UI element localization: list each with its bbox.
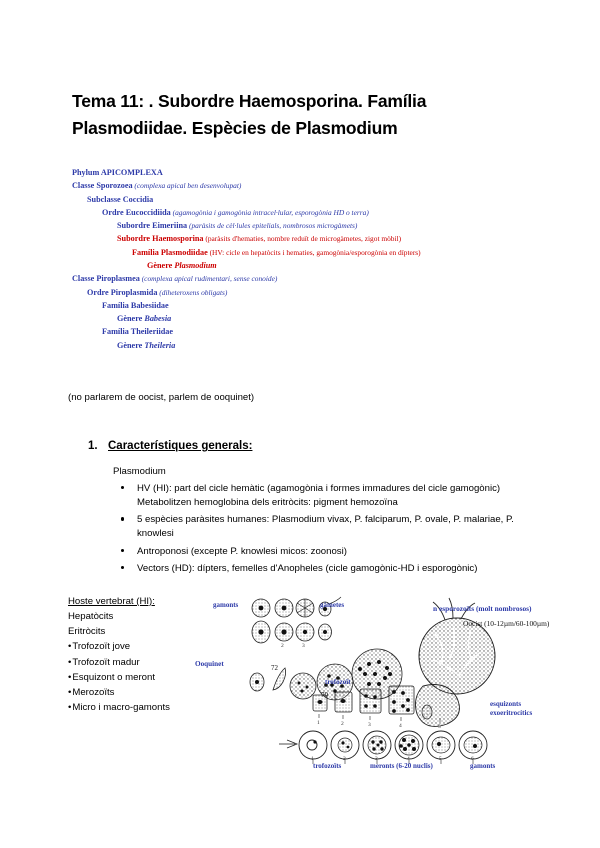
host-list-item-text: Trofozoït jove [72, 641, 131, 653]
list-item-text: HV (HI): part del cicle hemàtic (agamogònia i formes immadures del cicle gamogònic) Metabolitzen hemoglobina dels eritròcits: pigment hemozoïna [137, 483, 501, 508]
svg-text:2: 2 [341, 721, 344, 727]
oocyst-note: (no parlarem de oocist, parlem de ooquinet) [68, 392, 255, 403]
figure-number-70: 70 [321, 691, 328, 699]
svg-text:6: 6 [471, 756, 474, 762]
taxonomy-note: (HV: cicle en hepatòcits i hematies, gamogònia/esporogònia en dípters) [207, 247, 421, 257]
svg-text:1: 1 [311, 756, 314, 762]
svg-text:3: 3 [375, 756, 378, 762]
section-number: 1. [88, 440, 98, 452]
host-list-item-text: Merozoïts [72, 686, 115, 698]
svg-text:2: 2 [281, 643, 284, 649]
list-item [113, 513, 538, 541]
svg-text:2: 2 [343, 756, 346, 762]
host-block-title: Hoste vertebrat (HI): [68, 596, 155, 607]
taxonomy-rank: Família Babesiidae [102, 300, 169, 310]
taxonomy-line [72, 272, 542, 285]
figure-label-gamonts: gamonts [213, 601, 239, 609]
bullet-dot-icon: • [68, 702, 72, 714]
taxonomy-line [132, 246, 542, 259]
taxonomy-line [102, 299, 542, 312]
figure-label-esquizonts: esquizonts exoeritrocítics [490, 700, 533, 717]
taxonomy-note: (diheteroxens obligats) [157, 287, 228, 297]
section-subject: Plasmodium [113, 466, 166, 477]
taxonomy-genus: Theileria [142, 340, 176, 350]
taxonomy-rank: Gènere [117, 340, 143, 350]
section-heading [88, 440, 252, 452]
svg-text:5: 5 [438, 724, 441, 730]
figure-label-ooquinet: Ooquinet [195, 660, 224, 668]
taxonomy-line [147, 259, 542, 272]
bullet-dot-icon: • [68, 671, 72, 683]
taxonomy-line [87, 193, 542, 206]
life-cycle-figure [195, 590, 550, 820]
taxonomy-rank: Família Theileriidae [102, 327, 174, 337]
characteristics-list [113, 482, 538, 579]
figure-label-oocyst: Oocist (10-12µm/60-100µm) [463, 619, 550, 628]
taxonomy-rank: Família Plasmodiidae [132, 247, 208, 257]
figure-label-trofozoits: trofozoïts [313, 762, 342, 770]
taxonomy-note: (paràsits de cèl·lules epitelials, nombrosos microgàmets) [187, 221, 358, 231]
taxonomy-line [72, 166, 542, 179]
svg-text:3: 3 [302, 643, 305, 649]
list-item-text: 5 espècies paràsites humanes: Plasmodium vivax, P. falciparum, P. ovale, P. malariae, P. knowlesi [137, 514, 514, 540]
taxonomy-line [117, 219, 542, 232]
taxonomy-line [102, 325, 542, 338]
taxonomy-rank: Subclasse Coccidia [87, 194, 154, 204]
svg-text:5: 5 [439, 756, 442, 762]
taxonomy-genus: Babesia [142, 314, 172, 324]
bullet-dot-icon [121, 566, 124, 569]
taxonomy-rank: Phylum APICOMPLEXA [72, 168, 163, 177]
figure-label-sporozoites: n esporozoïts (molt nombrosos) [433, 604, 532, 613]
list-item [113, 562, 538, 576]
taxonomy-line [87, 286, 542, 299]
taxonomy-line [117, 339, 542, 352]
taxonomy-genus: Plasmodium [172, 260, 217, 270]
taxonomy-rank: Ordre Piroplasmida [87, 287, 158, 297]
host-list-item-text: Esquizont o meront [72, 671, 156, 683]
page-title: Tema 11: . Subordre Haemosporina. Família Plasmodiidae. Espècies de Plasmodium [72, 91, 427, 139]
taxonomy-line [72, 179, 542, 192]
taxonomy-rank: Classe Sporozoea [72, 181, 133, 191]
host-plain-item: Eritròcits [68, 626, 106, 638]
figure-label-gametes: gàmetes [320, 601, 345, 609]
figure-label-trofozoit: trofozoït [325, 678, 351, 686]
svg-text:3: 3 [368, 722, 371, 728]
taxonomy-note: (complexa apical ben desenvolupat) [132, 181, 242, 191]
svg-text:1: 1 [317, 720, 320, 726]
list-item-text: Antroponosi (excepte P. knowlesi micos: zoonosi) [137, 545, 347, 557]
taxonomy-rank: Subordre Haemosporina [117, 234, 204, 244]
host-list-item-text: Micro i macro-gamonts [72, 702, 170, 714]
svg-text:4: 4 [407, 756, 410, 762]
bullet-dot-icon: • [68, 686, 72, 698]
taxonomy-note: (paràsits d'hematies, nombre reduït de microgàmetes, zigot mòbil) [203, 234, 402, 244]
taxonomy-line [102, 206, 542, 219]
figure-label-meronts: meronts (6-20 nuclis) [370, 762, 433, 770]
list-item [113, 545, 538, 559]
section-title: Característiques generals: [108, 440, 253, 452]
list-item-text: Vectors (HD): dípters, femelles d'Anopheles (cicle gamogònic-HD i esporogònic) [137, 563, 478, 575]
taxonomy-line [117, 232, 542, 245]
svg-text:4: 4 [399, 723, 402, 729]
taxonomy-rank: Gènere [117, 314, 143, 324]
bullet-dot-icon: • [68, 656, 72, 668]
bullet-dot-icon [121, 517, 124, 520]
taxonomy-rank: Subordre Eimeriina [117, 221, 188, 231]
taxonomy-line [117, 312, 542, 325]
bullet-dot-icon: • [68, 641, 72, 653]
bullet-dot-icon [121, 486, 124, 489]
taxonomy-rank: Classe Piroplasmea [72, 274, 140, 284]
host-list-item-text: Trofozoït madur [72, 656, 140, 668]
taxonomy-block [72, 166, 542, 352]
host-plain-item: Hepatòcits [68, 611, 114, 623]
figure-number-72: 72 [271, 664, 278, 672]
list-item [113, 482, 538, 510]
taxonomy-note: (complexa apical rudimentari, sense conoide) [139, 274, 278, 284]
taxonomy-note: (agamogònia i gamogònia intracel·lular, esporogònia HD o terra) [170, 207, 369, 217]
taxonomy-rank: Ordre Eucoccidiida [102, 207, 171, 217]
figure-label-gamonts-bottom: gamonts [470, 762, 496, 770]
taxonomy-rank: Gènere [147, 260, 173, 270]
bullet-dot-icon [121, 549, 124, 552]
